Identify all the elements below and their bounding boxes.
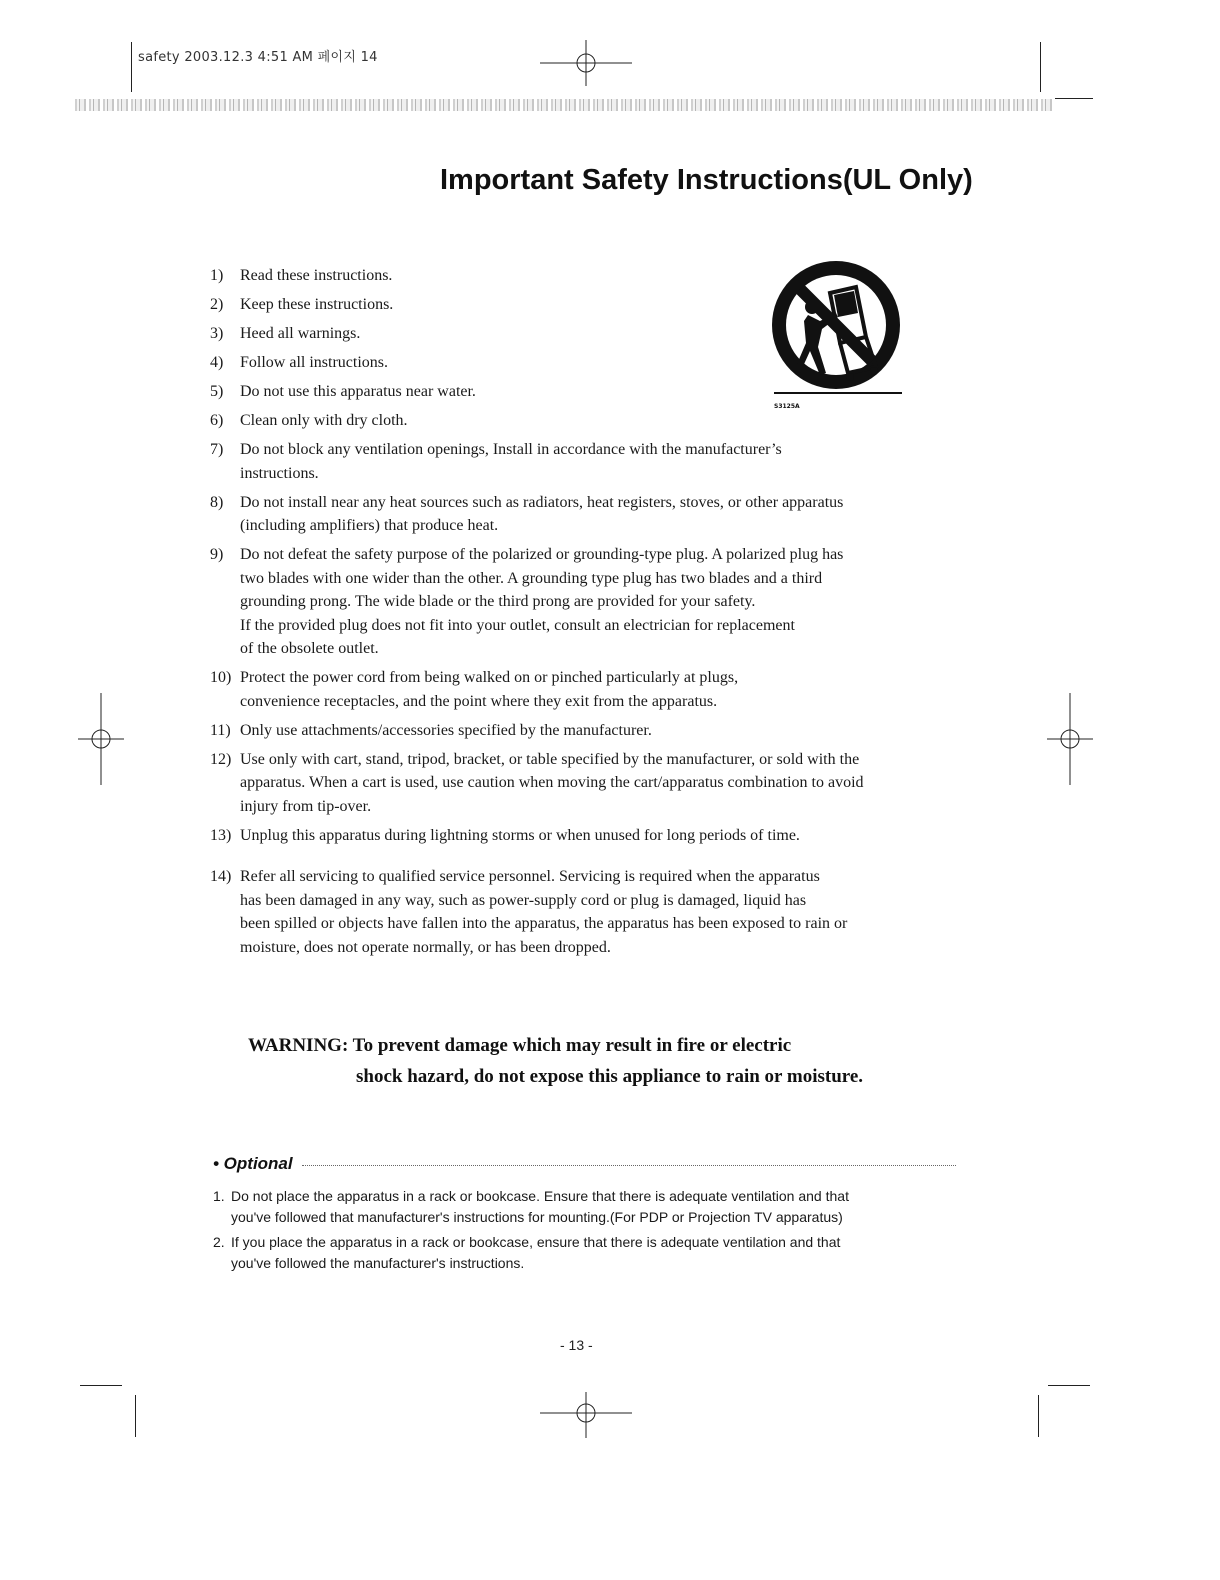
list-item bbox=[210, 865, 970, 959]
item-text: Follow all instructions. bbox=[240, 354, 388, 371]
scan-noise-band bbox=[75, 99, 1055, 111]
item-text: Unplug this apparatus during lightning storms or when unused for long periods of time. bbox=[240, 826, 800, 844]
registration-mark-top bbox=[540, 40, 632, 86]
dotted-leader bbox=[302, 1165, 956, 1166]
item-text: Protect the power cord from being walked on or pinched particularly at plugs, convenience receptacles, and the point where they exit from the apparatus. bbox=[240, 669, 739, 710]
list-item bbox=[213, 1232, 953, 1274]
list-item bbox=[210, 543, 970, 661]
item-text: Do not block any ventilation openings, Install in accordance with the manufacturer’s instructions. bbox=[240, 441, 782, 482]
item-number: 4) bbox=[210, 354, 224, 371]
list-item bbox=[210, 748, 970, 819]
list-item bbox=[210, 824, 970, 848]
list-item bbox=[210, 719, 970, 743]
warning-line-1: WARNING: To prevent damage which may result in fire or electric bbox=[248, 1035, 792, 1056]
item-text: Clean only with dry cloth. bbox=[240, 412, 408, 429]
crop-mark bbox=[131, 42, 132, 92]
item-number: 6) bbox=[210, 412, 224, 429]
figure-code: S3125A bbox=[774, 403, 800, 410]
instruction-list bbox=[210, 264, 970, 965]
item-number: 5) bbox=[210, 383, 224, 400]
list-item bbox=[210, 491, 970, 538]
crop-mark bbox=[1040, 42, 1041, 92]
list-item bbox=[210, 380, 970, 404]
item-number: 9) bbox=[210, 546, 224, 563]
list-item bbox=[213, 1186, 953, 1228]
list-item bbox=[210, 264, 970, 288]
item-number: 3) bbox=[210, 325, 224, 342]
list-item bbox=[210, 666, 970, 713]
list-item bbox=[210, 293, 970, 317]
item-number: 1. bbox=[213, 1188, 225, 1204]
registration-mark-left bbox=[78, 693, 124, 785]
print-header: safety 2003.12.3 4:51 AM 페이지 14 bbox=[138, 50, 378, 65]
item-text: Do not use this apparatus near water. bbox=[240, 383, 476, 400]
item-number: 10) bbox=[210, 669, 232, 686]
page-title: Important Safety Instructions(UL Only) bbox=[440, 164, 973, 196]
item-text: Only use attachments/accessories specified by the manufacturer. bbox=[240, 721, 652, 739]
item-text: Do not defeat the safety purpose of the polarized or grounding-type plug. A polarized plug has two blades with one wider than the other. A grounding type plug has two blades and a third grounding prong. The wide blade or the third prong are provided for your safety. If the provided plug does not fit into your outlet, consult an electrician for replacement of the obsolete outlet. bbox=[240, 546, 844, 657]
optional-list bbox=[213, 1186, 953, 1278]
item-number: 14) bbox=[210, 868, 232, 885]
list-item bbox=[210, 409, 970, 433]
item-text: Use only with cart, stand, tripod, bracket, or table specified by the manufacturer, or sold with the apparatus. When a cart is used, use caution when moving the cart/apparatus combination to avoid injury from tip-over. bbox=[240, 750, 864, 815]
item-number: 13) bbox=[210, 826, 232, 844]
item-number: 8) bbox=[210, 493, 224, 511]
item-number: 2. bbox=[213, 1234, 225, 1250]
warning-notice bbox=[248, 1030, 948, 1092]
item-text: Keep these instructions. bbox=[240, 296, 394, 313]
item-text: Refer all servicing to qualified service personnel. Servicing is required when the apparatus has been damaged in any way, such as power-supply cord or plug is damaged, liquid has been spilled or objects have fallen into the apparatus, the apparatus has been exposed to rain or moisture, does not operate normally, or has been dropped. bbox=[240, 868, 848, 956]
optional-heading: • Optional bbox=[213, 1154, 293, 1173]
item-number: 7) bbox=[210, 441, 224, 458]
item-text: Do not place the apparatus in a rack or bookcase. Ensure that there is adequate ventilation and that you've followed that manufacturer's instructions for mounting.(For PDP or Projection TV apparatus) bbox=[231, 1188, 849, 1225]
registration-mark-bottom bbox=[540, 1392, 632, 1438]
item-text: Do not install near any heat sources such as radiators, heat registers, stoves, or other apparatus (including amplifiers) that produce heat. bbox=[240, 493, 844, 534]
crop-mark bbox=[135, 1395, 136, 1437]
crop-mark bbox=[1055, 98, 1093, 99]
item-number: 2) bbox=[210, 296, 224, 313]
list-item bbox=[210, 351, 970, 375]
list-item bbox=[210, 322, 970, 346]
crop-mark bbox=[80, 1385, 122, 1386]
crop-mark bbox=[1038, 1395, 1039, 1437]
list-item bbox=[210, 438, 970, 485]
item-number: 12) bbox=[210, 750, 232, 768]
warning-line-2: shock hazard, do not expose this appliance to rain or moisture. bbox=[356, 1066, 864, 1087]
page-number: - 13 - bbox=[560, 1337, 593, 1353]
item-text: Heed all warnings. bbox=[240, 325, 361, 342]
crop-mark bbox=[1048, 1385, 1090, 1386]
item-text: Read these instructions. bbox=[240, 267, 393, 284]
item-text: If you place the apparatus in a rack or bookcase, ensure that there is adequate ventilation and that you've followed the manufacturer's instructions. bbox=[231, 1234, 841, 1271]
item-number: 11) bbox=[210, 721, 231, 739]
item-number: 1) bbox=[210, 267, 224, 284]
registration-mark-right bbox=[1047, 693, 1093, 785]
